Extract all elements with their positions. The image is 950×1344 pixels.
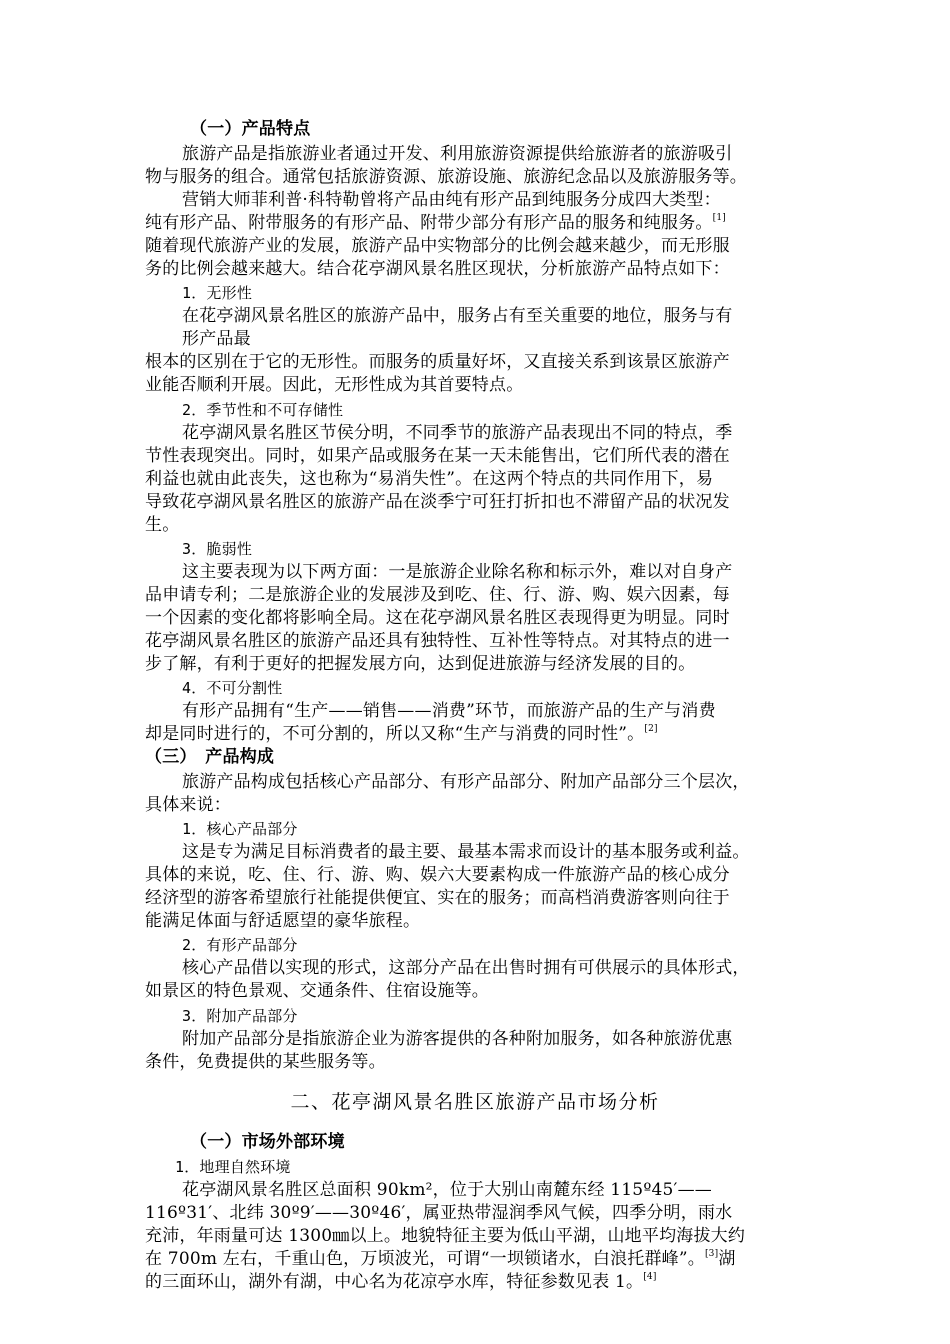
citation-ref: [4] [643,1272,657,1282]
paragraph-line: 这主要表现为以下两方面：一是旅游企业除名称和标示外，难以对自身产 [182,562,733,582]
paragraph-line: 一个因素的变化都将影响全局。这在花亭湖风景名胜区表现得更为明显。同时 [145,608,730,628]
paragraph-line: 116º31′、北纬 30º9′——30º46′，属亚热带湿润季风气候，四季分明，雨水 [145,1203,733,1223]
paragraph-line: 利益也就由此丧失，这也称为“易消失性”。在这两个特点的共同作用下，易 [145,469,714,489]
paragraph-line: 附加产品部分是指旅游企业为游客提供的各种附加服务，如各种旅游优惠 [182,1029,733,1049]
paragraph-line: 在花亭湖风景名胜区的旅游产品中，服务占有至关重要的地位，服务与有 [182,306,733,326]
paragraph-line: 核心产品借以实现的形式，这部分产品在出售时拥有可供展示的具体形式， [182,958,750,978]
paragraph-line: 业能否顺利开展。因此，无形性成为其首要特点。 [145,375,524,395]
subheading-intangibility: 1．无形性 [182,284,253,302]
paragraph-line: 充沛，年雨量可达 1300㎜以上。地貌特征主要为低山平湖，山地平均海拔大约 [145,1226,746,1246]
paragraph-line: 根本的区别在于它的无形性。而服务的质量好坏，又直接关系到该景区旅游产 [145,352,730,372]
subheading-inseparability: 4．不可分割性 [182,679,283,697]
paragraph-line: 具体来说： [145,795,231,815]
paragraph-line: 形产品最 [182,329,251,349]
citation-ref: [3] [704,1249,719,1259]
chapter-heading: 二、花亭湖风景名胜区旅游产品市场分析 [290,1091,660,1113]
paragraph-line: 节性表现突出。同时，如果产品或服务在某一天未能售出，它们所代表的潜在 [145,446,730,466]
paragraph-line: 旅游产品构成包括核心产品部分、有形产品部分、附加产品部分三个层次， [182,772,750,792]
paragraph-line: 有形产品拥有“生产——销售——消费”环节，而旅游产品的生产与消费 [182,701,716,721]
paragraph-line: 在 700m 左右，千重山色，万顷波光，可谓“一坝锁诸水，白浪托群峰”。[3]湖 [145,1249,736,1269]
subheading-seasonality: 2．季节性和不可存储性 [182,401,344,419]
paragraph-line: 花亭湖风景名胜区节侯分明，不同季节的旅游产品表现出不同的特点，季 [182,423,733,443]
paragraph-line: 纯有形产品、附带服务的有形产品、附带少部分有形产品的服务和纯服务。[1] [145,213,726,233]
paragraph-line: 花亭湖风景名胜区的旅游产品还具有独特性、互补性等特点。对其特点的进一 [145,631,730,651]
paragraph-line: 具体的来说，吃、住、行、游、购、娱六大要素构成一件旅游产品的核心成分 [145,865,730,885]
paragraph-line: 营销大师菲利普·科特勒曾将产品由纯有形产品到纯服务分成四大类型： [182,190,721,210]
section-heading-product-features: （一）产品特点 [190,119,311,139]
paragraph-line: 这是专为满足目标消费者的最主要、最基本需求而设计的基本服务或利益。 [182,842,750,862]
paragraph-line: 品申请专利；二是旅游企业的发展涉及到吃、住、行、游、购、娱六因素，每 [145,585,730,605]
paragraph-line: 旅游产品是指旅游业者通过开发、利用旅游资源提供给旅游者的旅游吸引 [182,144,733,164]
paragraph-line: 条件，免费提供的某些服务等。 [145,1052,386,1072]
subheading-fragility: 3．脆弱性 [182,540,253,558]
section-heading-product-composition: （三） 产品构成 [145,747,275,767]
subheading-tangible-product: 2．有形产品部分 [182,936,298,954]
paragraph-line: 却是同时进行的，不可分割的，所以又称“生产与消费的同时性”。[2] [145,724,658,744]
subheading-geography: 1．地理自然环境 [175,1158,291,1176]
paragraph-line: 生。 [145,515,180,535]
paragraph-line: 如景区的特色景观、交通条件、住宿设施等。 [145,981,489,1001]
paragraph-line: 花亭湖风景名胜区总面积 90km²，位于大别山南麓东经 115º45′—— [182,1180,713,1200]
citation-ref: [1] [712,213,726,223]
section-heading-market-environment: （一）市场外部环境 [190,1132,345,1152]
paragraph-line: 务的比例会越来越大。结合花亭湖风景名胜区现状，分析旅游产品特点如下： [145,259,730,279]
citation-ref: [2] [644,724,658,734]
paragraph-line: 的三面环山，湖外有湖，中心名为花凉亭水库，特征参数见表 1。[4] [145,1272,657,1292]
subheading-augmented-product: 3．附加产品部分 [182,1007,298,1025]
paragraph-line: 物与服务的组合。通常包括旅游资源、旅游设施、旅游纪念品以及旅游服务等。 [145,167,747,187]
paragraph-line: 经济型的游客希望旅行社能提供便宜、实在的服务；而高档消费游客则向往于 [145,888,730,908]
paragraph-line: 随着现代旅游产业的发展，旅游产品中实物部分的比例会越来越少，而无形服 [145,236,730,256]
paragraph-line: 步了解，有利于更好的把握发展方向，达到促进旅游与经济发展的目的。 [145,654,696,674]
subheading-core-product: 1．核心产品部分 [182,820,298,838]
paragraph-line: 能满足体面与舒适愿望的豪华旅程。 [145,911,421,931]
paragraph-line: 导致花亭湖风景名胜区的旅游产品在淡季宁可狂打折扣也不滞留产品的状况发 [145,492,730,512]
